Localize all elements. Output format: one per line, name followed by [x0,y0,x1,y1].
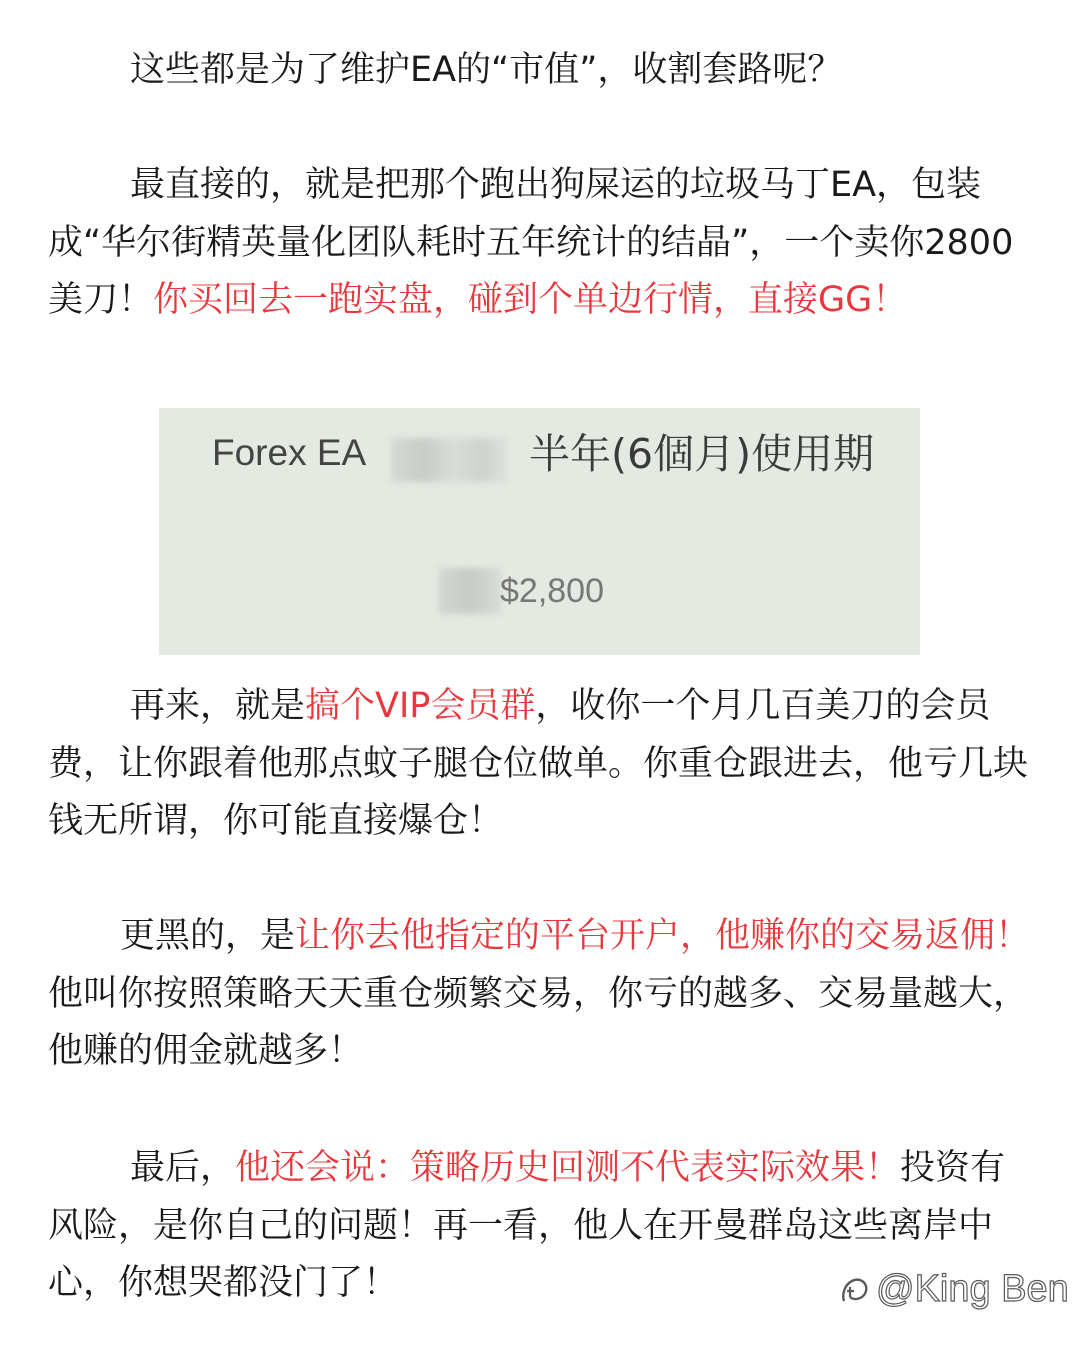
watermark [838,1268,1069,1311]
paragraph-vip [48,678,1038,851]
watermark-text: @King Ben [876,1268,1069,1310]
paragraph-intro [48,42,1038,100]
paragraph-direct [48,157,1038,330]
paragraph-text: ，收你一个月几百美刀的会员费，让你跟着他那点蚊子腿仓位做单。你重仓跟进去，他亏几块钱无所谓，你可能直接爆仓！ [48,686,1029,841]
highlight-text: 他还会说：策略历史回测不代表实际效果！ [235,1148,901,1188]
blurred-product-name [391,438,506,482]
blurred-price-prefix [439,568,501,614]
product-subtitle: 半年(6個月)使用期 [529,430,875,478]
paragraph-text: 这些都是为了维护EA的“市值”，收割套路呢？ [130,50,843,90]
paragraph-text: 最后， [130,1148,236,1188]
highlight-text: 你买回去一跑实盘，碰到个单边行情，直接GG！ [153,280,908,320]
zhihu-logo-icon [838,1273,872,1307]
product-price: $2,800 [500,572,604,610]
paragraph-text: 最直接的，就是把那个跑出狗屎运的垃圾马丁EA，包装成“华尔街精英量化团队耗时五年统计的结晶”，一个卖你2800美刀！ [48,165,1014,320]
paragraph-text: 投资有风险，是你自己的问题！再一看，他人在开曼群岛这些离岸中心，你想哭都没门了！ [48,1148,1006,1303]
paragraph-text: 他叫你按照策略天天重仓频繁交易，你亏的越多、交易量越大，他赚的佣金就越多！ [48,973,1029,1071]
paragraph-text: 再来，就是 [130,686,306,726]
highlight-text: 让你去他指定的平台开户，他赚你的交易返佣！ [295,916,1031,956]
highlight-text: 搞个VIP会员群 [305,686,536,726]
product-title: Forex EA [212,432,367,473]
paragraph-rebate [48,908,1038,1081]
product-screenshot-card [159,408,920,655]
paragraph-text: 更黑的，是 [120,916,296,956]
